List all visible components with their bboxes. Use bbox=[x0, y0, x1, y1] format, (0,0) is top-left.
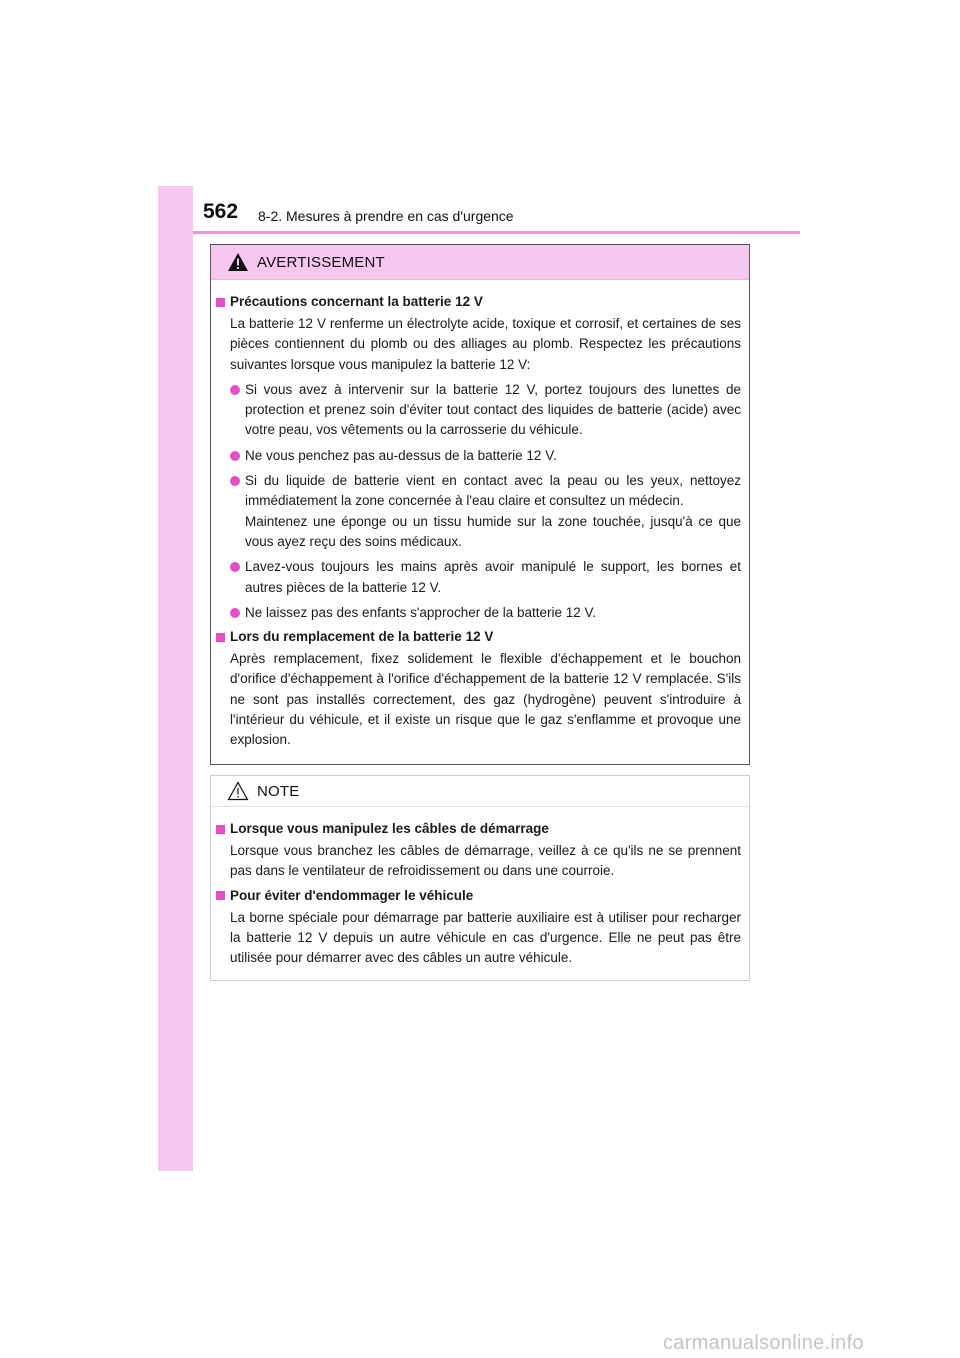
warning-header bbox=[211, 245, 749, 280]
round-bullet-icon bbox=[230, 562, 240, 572]
square-bullet-icon bbox=[216, 825, 225, 834]
list-item: Si du liquide de batterie vient en contact avec la peau ou les yeux, nettoyez immédiatement la zone concernée à l'eau claire et consultez un médecin. Maintenez une éponge ou un tissu humide sur la zone touchée, jusqu'à ce que vous ayez reçu des soins médicaux. bbox=[216, 471, 741, 552]
square-bullet-icon bbox=[216, 891, 225, 900]
round-bullet-icon bbox=[230, 451, 240, 461]
round-bullet-icon bbox=[230, 385, 240, 395]
note-section-text: La borne spéciale pour démarrage par batterie auxiliaire est à utiliser pour recharger la batterie 12 V depuis un autre véhicule en cas d'urgence. Elle ne peut pas être utilisée pour démarrer avec des câbles un autre véhicule. bbox=[230, 909, 741, 966]
side-color-strip bbox=[158, 186, 193, 1171]
note-section-heading: Pour éviter d'endommager le véhicule bbox=[216, 887, 741, 905]
note-header bbox=[211, 776, 749, 807]
note-title: NOTE bbox=[257, 782, 300, 800]
warning-body bbox=[211, 280, 749, 751]
warning-section-heading: Précautions concernant la batterie 12 V bbox=[216, 293, 741, 311]
list-item: Ne vous penchez pas au-dessus de la batterie 12 V. bbox=[216, 446, 741, 466]
note-section-heading: Lorsque vous manipulez les câbles de démarrage bbox=[216, 820, 741, 838]
note-section-text: Lorsque vous branchez les câbles de démarrage, veillez à ce qu'ils ne se prennent pas dans le ventilateur de refroidissement ou dans une courroie. bbox=[230, 843, 741, 879]
list-item: Si vous avez à intervenir sur la batterie 12 V, portez toujours des lunettes de protection et prenez soin d'éviter tout contact des liquides de batterie (acide) avec votre peau, vos vêtements ou la carrosserie du véhicule. bbox=[216, 380, 741, 441]
round-bullet-icon bbox=[230, 608, 240, 618]
page-number: 562 bbox=[203, 200, 239, 223]
list-item: Ne laissez pas des enfants s'approcher de la batterie 12 V. bbox=[216, 603, 741, 623]
warning-section-text: Après remplacement, fixez solidement le flexible d'échappement et le bouchon d'orifice d'échappement à l'orifice d'échappement de la batterie 12 V remplacée. S'ils ne sont pas installés correctement, des gaz (hydrogène) peuvent s'introduire à l'intérieur du véhicule, et il existe un risque que le gaz s'enflamme et provoque une explosion. bbox=[230, 651, 741, 748]
round-bullet-icon bbox=[230, 476, 240, 486]
warning-section-text: La batterie 12 V renferme un électrolyte acide, toxique et corrosif, et certaines de ses pièces contiennent du plomb ou des alliages au plomb. Respectez les précautions suivantes lorsque vous manipulez la batterie 12 V: bbox=[230, 316, 741, 372]
warning-box bbox=[210, 244, 750, 765]
warning-title: AVERTISSEMENT bbox=[257, 253, 385, 271]
square-bullet-icon bbox=[216, 298, 225, 307]
section-title: 8-2. Mesures à prendre en cas d'urgence bbox=[258, 208, 514, 224]
header-rule bbox=[193, 231, 800, 234]
list-item: Lavez-vous toujours les mains après avoir manipulé le support, les bornes et autres pièces de la batterie 12 V. bbox=[216, 557, 741, 598]
watermark: carmanualsonline.info bbox=[663, 1332, 864, 1354]
warning-triangle-outline-icon bbox=[227, 781, 249, 801]
note-body bbox=[211, 807, 749, 968]
note-box bbox=[210, 775, 750, 981]
warning-section-heading: Lors du remplacement de la batterie 12 V bbox=[216, 628, 741, 646]
warning-triangle-filled-icon bbox=[227, 252, 249, 272]
square-bullet-icon bbox=[216, 633, 225, 642]
